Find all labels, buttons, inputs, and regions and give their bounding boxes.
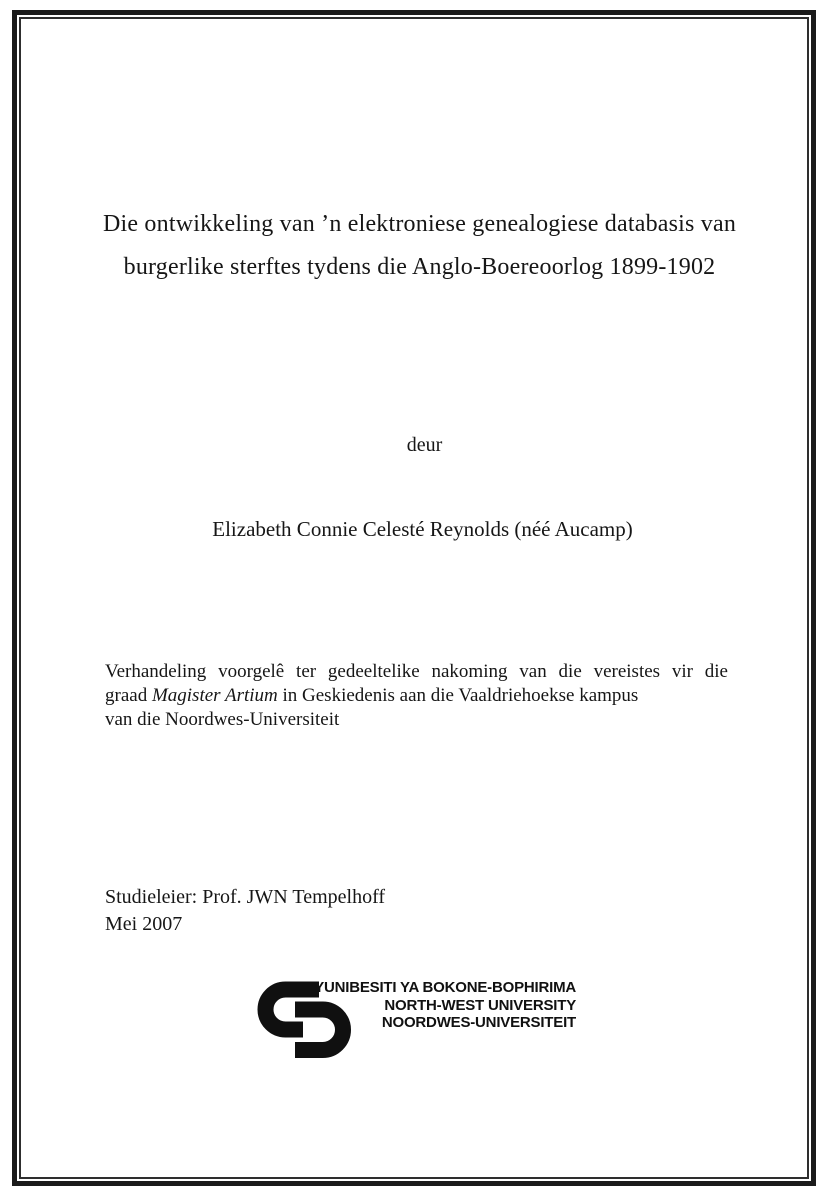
degree-statement [105, 660, 728, 732]
university-name-setswana: YUNIBESITI YA BOKONE-BOPHIRIMA [314, 979, 576, 996]
degree-statement-line3: van die Noordwes-Universiteit [105, 709, 340, 730]
thesis-title [0, 203, 831, 289]
university-name-afrikaans: NOORDWES-UNIVERSITEIT [381, 1014, 576, 1031]
date-line: Mei 2007 [105, 913, 183, 935]
degree-statement-line2 [105, 684, 728, 708]
thesis-title-line2: burgerlike sterftes tydens die Anglo-Boereoorlog 1899-1902 [123, 254, 716, 280]
degree-statement-line2-pre: graad [105, 685, 148, 706]
supervisor-line: Studieleier: Prof. JWN Tempelhoff [105, 886, 386, 908]
author-name: Elizabeth Connie Celesté Reynolds (néé Aucamp) [212, 517, 633, 541]
degree-statement-line2-post: in Geskiedenis aan die Vaaldriehoekse kampus [282, 685, 639, 706]
university-wordmark [314, 979, 576, 1032]
degree-name-italic: Magister Artium [151, 685, 278, 706]
thesis-title-line1: Die ontwikkeling van ’n elektroniese genealogiese databasis van [102, 211, 737, 237]
supervisor-block [105, 884, 385, 938]
degree-statement-line1: Verhandeling voorgelê ter gedeeltelike nakoming van die vereistes vir die [105, 661, 728, 682]
university-name-english: NORTH-WEST UNIVERSITY [384, 996, 576, 1014]
byline-preposition: deur [406, 434, 443, 456]
